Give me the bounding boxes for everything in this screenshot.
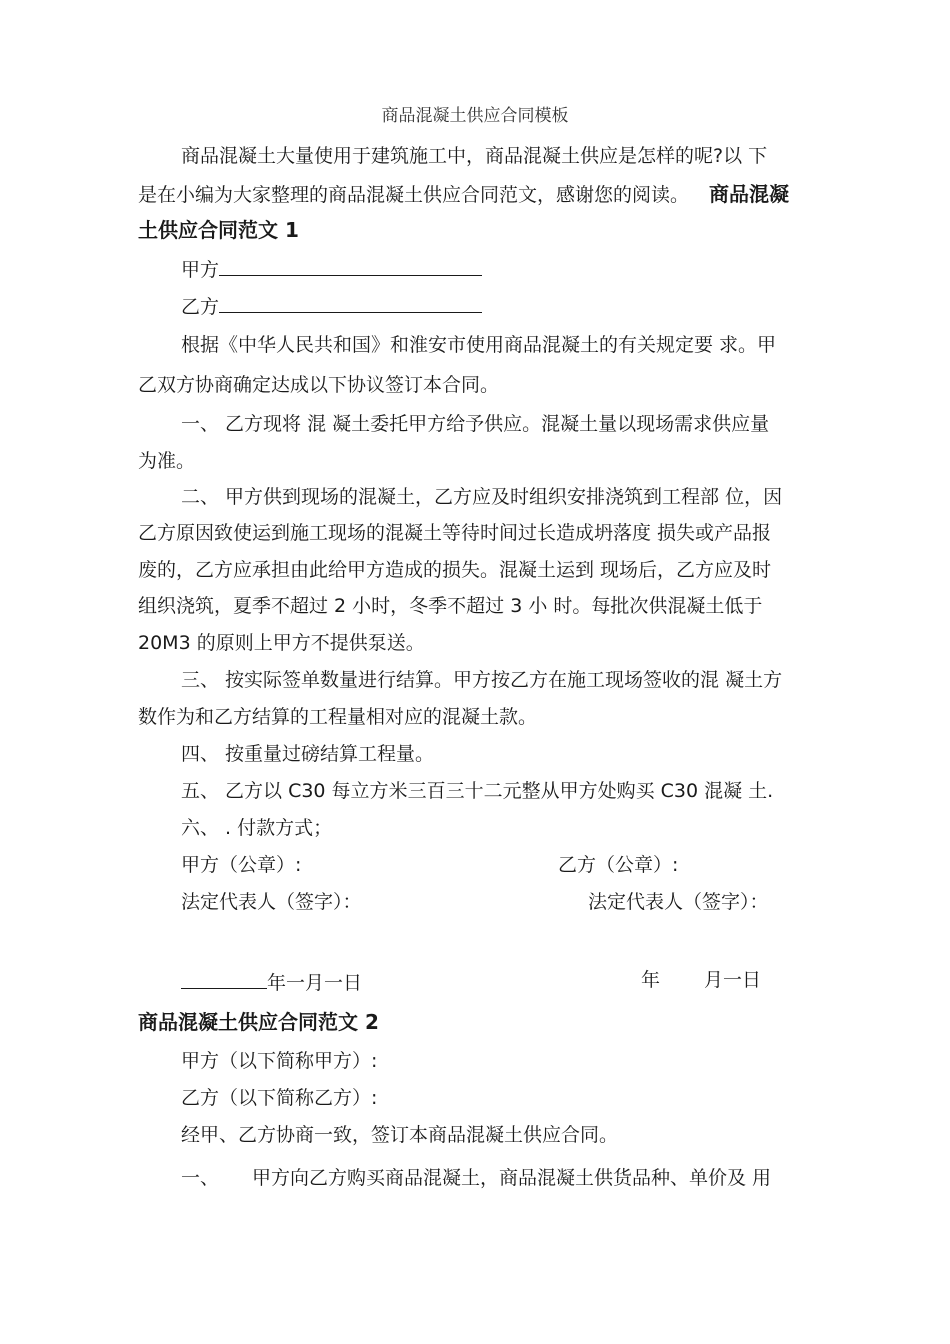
clause-1-line-2: 为准。 xyxy=(138,450,196,472)
contract-2-clause-1-number: 一、 xyxy=(181,1167,220,1189)
document-title: 商品混凝土供应合同模板 xyxy=(381,106,569,126)
date-party-b-year: 年 xyxy=(641,969,661,991)
clause-2-line-5: 20M3 的原则上甲方不提供泵送。 xyxy=(138,632,425,654)
intro-line-2 xyxy=(138,184,789,205)
seal-party-a: 甲方（公章）: xyxy=(181,854,302,876)
date-party-a-text: 年一月一日 xyxy=(267,972,363,994)
intro-line-1: 商品混凝土大量使用于建筑施工中，商品混凝土供应是怎样的呢?以 下 xyxy=(181,145,768,167)
contract-2-clause-1-text: 甲方向乙方购买商品混凝土，商品混凝土供货品种、单价及 用 xyxy=(252,1167,772,1189)
heading-contract-1-end: 土供应合同范文 1 xyxy=(138,218,299,242)
heading-contract-2: 商品混凝土供应合同范文 2 xyxy=(138,1010,379,1034)
clause-1-line-1: 一、 乙方现将 混 凝土委托甲方给予供应。混凝土量以现场需求供应量 xyxy=(181,413,770,435)
seal-party-b: 乙方（公章）: xyxy=(558,854,679,876)
clause-3-line-1: 三、 按实际签单数量进行结算。甲方按乙方在施工现场签收的混 凝土方 xyxy=(181,669,783,691)
date-party-b-rest: 月一日 xyxy=(704,969,762,991)
representative-party-b: 法定代表人（签字）： xyxy=(588,891,769,913)
party-b-blank xyxy=(219,295,482,313)
representative-party-a: 法定代表人（签字）： xyxy=(181,891,362,913)
clause-2-line-3: 废的，乙方应承担由此给甲方造成的损失。混凝土运到 现场后，乙方应及时 xyxy=(138,559,772,581)
party-a-label: 甲方 xyxy=(181,259,220,281)
contract-2-agreement: 经甲、乙方协商一致，签订本商品混凝土供应合同。 xyxy=(181,1124,619,1146)
party-b-line xyxy=(181,295,482,317)
heading-contract-1-start: 商品混凝 xyxy=(709,182,790,206)
contract-2-party-a: 甲方（以下简称甲方）: xyxy=(181,1050,378,1072)
date-year-blank xyxy=(181,971,267,989)
clause-5: 五、 乙方以 C30 每立方米三百三十二元整从甲方处购买 C30 混凝 土. xyxy=(181,780,774,802)
basis-line-1: 根据《中华人民共和国》和淮安市使用商品混凝土的有关规定要 求。甲 xyxy=(181,334,777,356)
party-a-line xyxy=(181,258,482,280)
clause-2-line-4: 组织浇筑，夏季不超过 2 小时，冬季不超过 3 小 时。每批次供混凝土低于 xyxy=(138,595,763,617)
clause-2-line-1: 二、 甲方供到现场的混凝土，乙方应及时组织安排浇筑到工程部 位，因 xyxy=(181,486,783,508)
contract-2-party-b: 乙方（以下简称乙方）: xyxy=(181,1087,378,1109)
clause-6: 六、 . 付款方式； xyxy=(181,817,333,839)
clause-4: 四、 按重量过磅结算工程量。 xyxy=(181,743,435,765)
party-b-label: 乙方 xyxy=(181,296,220,318)
party-a-blank xyxy=(219,258,482,276)
clause-2-line-2: 乙方原因致使运到施工现场的混凝土等待时间过长造成坍落度 损失或产品报 xyxy=(138,522,772,544)
intro-line-2-text: 是在小编为大家整理的商品混凝土供应合同范文，感谢您的阅读。 xyxy=(138,184,690,206)
basis-line-2: 乙双方协商确定达成以下协议签订本合同。 xyxy=(138,374,500,396)
date-party-a xyxy=(181,971,362,993)
clause-3-line-2: 数作为和乙方结算的工程量相对应的混凝土款。 xyxy=(138,706,538,728)
